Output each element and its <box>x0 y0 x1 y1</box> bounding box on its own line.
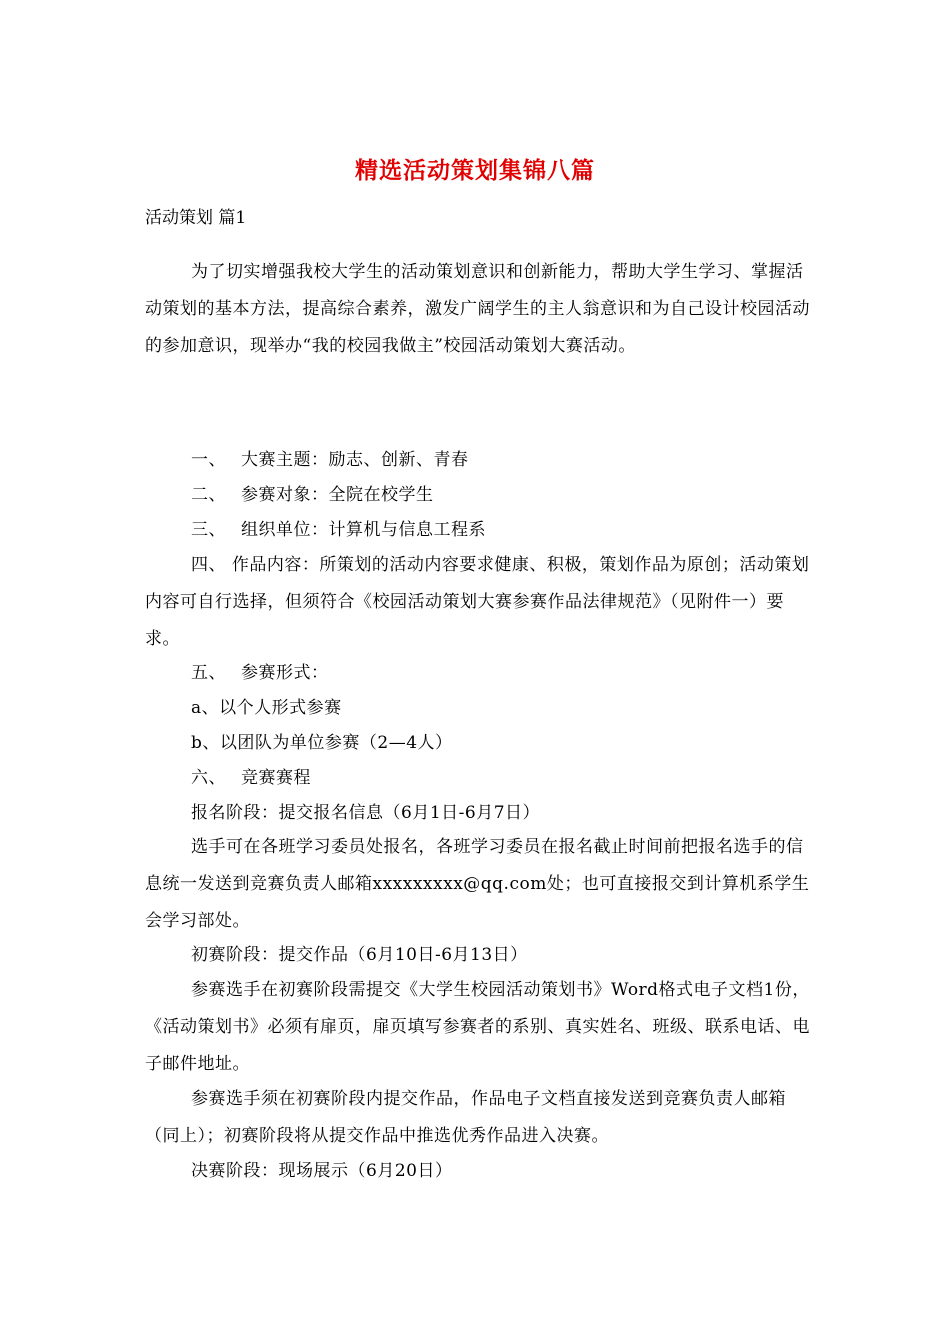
list-item <box>191 655 329 692</box>
document-title: 精选活动策划集锦八篇 <box>355 157 595 184</box>
list-item <box>191 760 311 797</box>
stage2-description-1: 参赛选手在初赛阶段需提交《大学生校园活动策划书》Word格式电子文档1份，《活动策划书》必须有扉页，扉页填写参赛者的系别、真实姓名、班级、联系电话、电子邮件地址。 <box>145 980 810 1074</box>
sub-item-b: b、以团队为单位参赛（2—4人） <box>191 733 453 753</box>
item-text: 参赛形式： <box>241 663 329 683</box>
stage2-title: 初赛阶段：提交作品（6月10日-6月13日） <box>191 945 528 965</box>
stage2-description-2: 参赛选手须在初赛阶段内提交作品，作品电子文档直接发送到竞赛负责人邮箱（同上）；初赛阶段将从提交作品中推选优秀作品进入决赛。 <box>145 1089 786 1146</box>
list-item <box>191 442 469 479</box>
stage1-title: 报名阶段：提交报名信息（6月1日-6月7日） <box>191 803 541 823</box>
item-number: 六、 <box>191 768 226 788</box>
section-heading: 活动策划 篇1 <box>145 208 247 228</box>
stage1-description: 选手可在各班学习委员处报名，各班学习委员在报名截止时间前把报名选手的信息统一发送到竞赛负责人邮箱xxxxxxxxx@qq.com处；也可直接报交到计算机系学生会学习部处。 <box>145 837 810 931</box>
item-number: 一、 <box>191 450 226 470</box>
intro-paragraph: 为了切实增强我校大学生的活动策划意识和创新能力，帮助大学生学习、掌握活动策划的基本方法，提高综合素养，激发广阔学生的主人翁意识和为自己设计校园活动的参加意识，现举办“我的校园我做主”校园活动策划大赛活动。 <box>145 262 810 356</box>
sub-item-a: a、以个人形式参赛 <box>191 698 342 718</box>
item4-paragraph: 四、 作品内容：所策划的活动内容要求健康、积极，策划作品为原创；活动策划内容可自行选择，但须符合《校园活动策划大赛参赛作品法律规范》（见附件一）要求。 <box>145 555 810 649</box>
item-text: 组织单位：计算机与信息工程系 <box>241 520 486 540</box>
item-number: 五、 <box>191 663 226 683</box>
stage3-title: 决赛阶段：现场展示（6月20日） <box>191 1161 453 1181</box>
item-text: 参赛对象：全院在校学生 <box>241 485 434 505</box>
list-item <box>191 477 434 514</box>
list-item <box>191 512 486 549</box>
item-text: 竞赛赛程 <box>241 768 311 788</box>
item-text: 大赛主题：励志、创新、青春 <box>241 450 469 470</box>
item-number: 三、 <box>191 520 226 540</box>
item-number: 二、 <box>191 485 226 505</box>
